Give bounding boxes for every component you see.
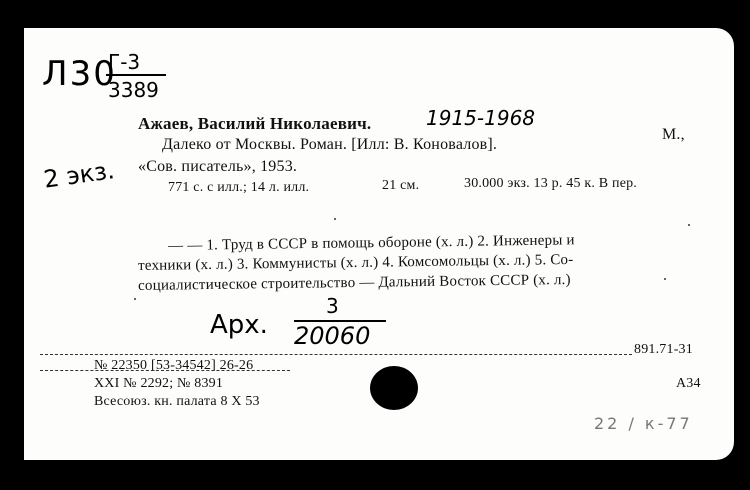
separator-line-lower [40, 370, 290, 371]
speck [664, 278, 666, 280]
shelfmark-bottom: 3389 [108, 78, 159, 102]
print-run-price: 30.000 экз. 13 р. 45 к. В пер. [464, 176, 638, 191]
speck [134, 298, 136, 300]
subjects-line-2: техники (х. л.) 3. Коммунисты (х. л.) 4. Комсомольцы (х. л.) 5. Со- [138, 251, 574, 274]
speck [334, 218, 336, 220]
publisher-line: «Сов. писатель», 1953. [138, 158, 298, 175]
archive-bottom: 20060 [294, 322, 371, 350]
card-number: № 22350 [53-34542] 26-26 [94, 358, 254, 373]
catalog-card [24, 28, 734, 460]
book-chamber: Всесоюз. кн. палата 8 X 53 [94, 394, 260, 409]
pencil-note: 22 / к-77 [594, 414, 693, 433]
archive-prefix: Арх. [210, 310, 268, 340]
index-code: А34 [676, 376, 701, 391]
punch-hole [370, 366, 418, 410]
archive-top: 3 [326, 294, 339, 318]
shelfmark-prefix: Л30 [42, 54, 117, 94]
author-name: Ажаев, Василий Николаевич. [138, 114, 372, 133]
shelfmark-fraction-line [106, 74, 166, 76]
registry-number: XXI № 2292; № 8391 [94, 376, 224, 391]
title-line: Далеко от Москвы. Роман. [Илл: В. Коновалов]. [162, 136, 498, 153]
author-dates: 1915-1968 [426, 106, 536, 130]
size: 21 см. [382, 178, 420, 193]
speck [688, 224, 690, 226]
separator-line [40, 354, 632, 355]
classification-code: 891.71-31 [634, 342, 693, 357]
copies-note: 2 экз. [42, 156, 117, 194]
physical-description: 771 с. с илл.; 14 л. илл. [168, 180, 310, 195]
shelfmark-top: Г-3 [108, 50, 141, 74]
subjects-line-3: социалистическое строительство — Дальний Восток СССР (х. л.) [138, 271, 571, 294]
publication-place: М., [662, 126, 685, 143]
subjects-line-1: — — 1. Труд в СССР в помощь обороне (х. л.) 2. Инженеры и [168, 232, 575, 254]
